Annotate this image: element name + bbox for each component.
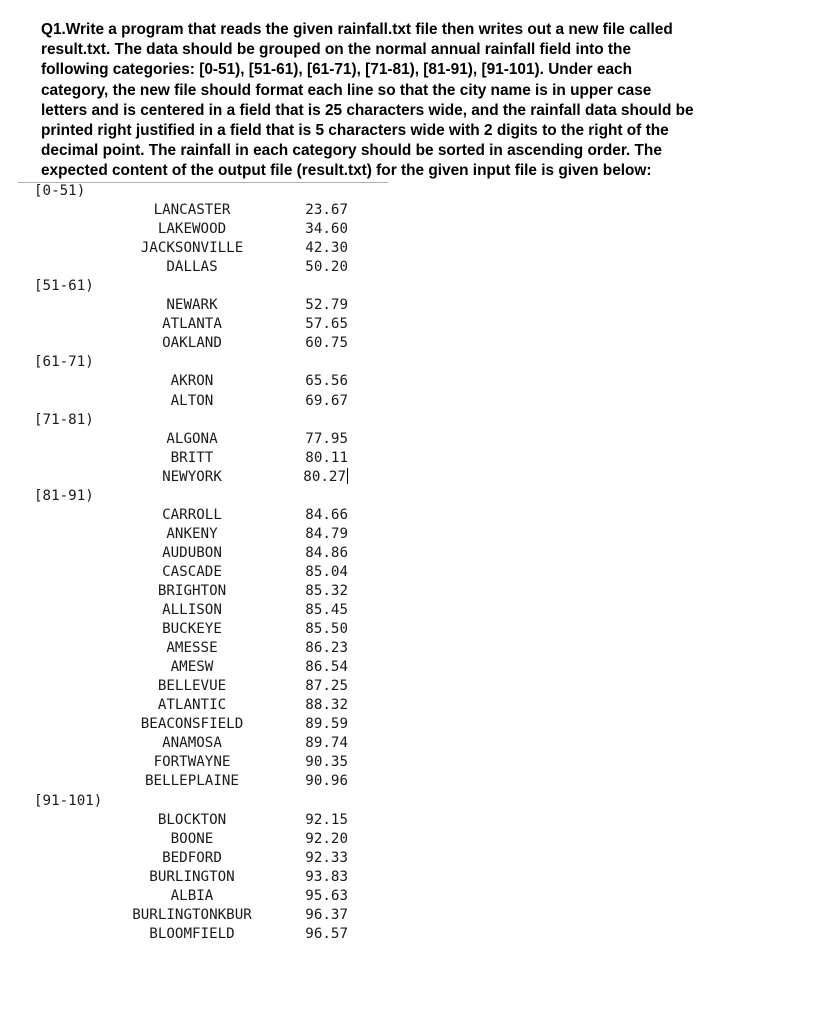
output-file-content[interactable] <box>34 182 348 944</box>
rainfall-value: 96.57 <box>305 925 348 942</box>
category-header: [0-51) <box>34 183 86 199</box>
city-name: BELLEPLAINE <box>145 773 239 790</box>
rainfall-value: 95.63 <box>305 887 348 904</box>
rainfall-row <box>34 696 348 715</box>
rainfall-row <box>34 658 348 677</box>
rainfall-value: 90.35 <box>305 754 348 771</box>
rainfall-value: 52.79 <box>305 297 348 314</box>
category-header: [81-91) <box>34 487 94 504</box>
rainfall-row <box>34 906 348 925</box>
rainfall-value: 65.56 <box>305 373 348 390</box>
rainfall-row <box>34 525 348 544</box>
rainfall-value: 87.25 <box>305 678 348 695</box>
city-name: BEDFORD <box>162 849 222 866</box>
rainfall-row <box>34 296 348 315</box>
rainfall-row <box>34 677 348 696</box>
city-name: CARROLL <box>162 506 222 523</box>
rainfall-value: 57.65 <box>305 316 348 333</box>
city-name: BRIGHTON <box>157 582 227 599</box>
city-name: BELLEVUE <box>157 678 227 695</box>
city-name: NEWARK <box>166 297 218 314</box>
city-name: BUCKEYE <box>162 621 222 638</box>
city-name: BLOCKTON <box>157 811 227 828</box>
question-line: following categories: [0-51), [51-61), [61-71), [71-81), [81-91), [91-101). Under each <box>41 61 633 79</box>
rainfall-value: 50.20 <box>305 259 348 276</box>
rainfall-value: 96.37 <box>305 906 348 923</box>
rainfall-value: 84.79 <box>305 525 348 542</box>
rainfall-value: 34.60 <box>305 221 348 238</box>
rainfall-value: 92.33 <box>305 849 348 866</box>
city-name: JACKSONVILLE <box>140 240 244 257</box>
city-name: ATLANTA <box>162 316 222 333</box>
question-line: decimal point. The rainfall in each category should be sorted in ascending order. The <box>41 142 662 160</box>
rainfall-value: 85.50 <box>305 621 348 638</box>
rainfall-row <box>34 201 348 220</box>
city-name: ALLISON <box>162 602 222 619</box>
rainfall-row <box>34 849 348 868</box>
rainfall-row <box>34 315 348 334</box>
rainfall-row <box>34 430 348 449</box>
rainfall-row <box>34 734 348 753</box>
rainfall-row <box>34 563 348 582</box>
rainfall-value: 85.32 <box>305 582 348 599</box>
rainfall-row <box>34 334 348 353</box>
rainfall-value: 86.23 <box>305 640 348 657</box>
city-name: FORTWAYNE <box>153 754 231 771</box>
rainfall-row <box>34 468 346 487</box>
city-name: BURLINGTONKBUR <box>132 906 252 923</box>
city-name: BLOOMFIELD <box>149 925 235 942</box>
rainfall-row <box>34 582 348 601</box>
city-name: BURLINGTON <box>149 868 235 885</box>
rainfall-value: 89.59 <box>305 716 348 733</box>
rainfall-value: 80.27 <box>303 468 346 485</box>
rainfall-value: 23.67 <box>305 202 348 219</box>
rainfall-value: 77.95 <box>305 430 348 447</box>
question-line: expected content of the output file (result.txt) for the given input file is given below: <box>41 162 652 180</box>
city-name: ATLANTIC <box>157 697 227 714</box>
city-name: AMESW <box>170 659 214 676</box>
city-name: BOONE <box>170 830 214 847</box>
rainfall-row <box>34 601 348 620</box>
question-line: result.txt. The data should be grouped on the normal annual rainfall field into the <box>41 41 632 59</box>
question-line: letters and is centered in a field that is 25 characters wide, and the rainfall data should be <box>41 101 694 119</box>
city-name: ANAMOSA <box>162 735 222 752</box>
rainfall-row <box>34 715 348 734</box>
rainfall-value: 84.86 <box>305 544 348 561</box>
question-line: category, the new file should format each line so that the city name is in upper case <box>41 81 652 99</box>
rainfall-row <box>34 544 348 563</box>
city-name: AUDUBON <box>162 544 222 561</box>
question-line: printed right justified in a field that is 5 characters wide with 2 digits to the right of the <box>41 122 669 140</box>
rainfall-value: 92.20 <box>305 830 348 847</box>
rainfall-row <box>34 639 348 658</box>
rainfall-row <box>34 220 348 239</box>
rainfall-value: 88.32 <box>305 697 348 714</box>
rainfall-row <box>34 753 348 772</box>
city-name: OAKLAND <box>162 335 222 352</box>
city-name: NEWYORK <box>162 468 222 485</box>
city-name: ANKENY <box>166 525 218 542</box>
rainfall-value: 84.66 <box>305 506 348 523</box>
city-name: BEACONSFIELD <box>140 716 244 733</box>
rainfall-value: 69.67 <box>305 392 348 409</box>
rainfall-value: 90.96 <box>305 773 348 790</box>
rainfall-row <box>34 830 348 849</box>
rainfall-row <box>34 925 348 944</box>
text-cursor <box>347 468 348 484</box>
city-name: DALLAS <box>166 259 218 276</box>
category-header: [51-61) <box>34 278 94 295</box>
city-name: BRITT <box>170 449 214 466</box>
question-line: Q1.Write a program that reads the given rainfall.txt file then writes out a new file called <box>41 21 673 38</box>
city-name: CASCADE <box>162 563 222 580</box>
city-name: LANCASTER <box>153 202 231 219</box>
rainfall-row <box>34 239 348 258</box>
rainfall-row <box>34 772 348 791</box>
rainfall-value: 85.45 <box>305 602 348 619</box>
category-header: [91-101) <box>34 792 103 809</box>
rainfall-row <box>34 258 348 277</box>
city-name: AMESSE <box>166 640 218 657</box>
rainfall-row <box>34 506 348 525</box>
rainfall-row <box>34 372 348 391</box>
rainfall-value: 85.04 <box>305 563 348 580</box>
rainfall-value: 86.54 <box>305 659 348 676</box>
rainfall-value: 42.30 <box>305 240 348 257</box>
rainfall-value: 80.11 <box>305 449 348 466</box>
rainfall-row <box>34 449 348 468</box>
city-name: AKRON <box>170 373 214 390</box>
rainfall-value: 60.75 <box>305 335 348 352</box>
rainfall-row <box>34 887 348 906</box>
rainfall-value: 93.83 <box>305 868 348 885</box>
rainfall-row <box>34 620 348 639</box>
city-name: ALBIA <box>170 887 214 904</box>
city-name: ALTON <box>170 392 214 409</box>
rainfall-row <box>34 868 348 887</box>
question-text <box>41 20 789 182</box>
rainfall-value: 89.74 <box>305 735 348 752</box>
rainfall-row <box>34 392 348 411</box>
city-name: ALGONA <box>166 430 218 447</box>
category-header: [61-71) <box>34 354 94 371</box>
city-name: LAKEWOOD <box>157 221 227 238</box>
rainfall-row <box>34 811 348 830</box>
category-header: [71-81) <box>34 411 94 428</box>
rainfall-value: 92.15 <box>305 811 348 828</box>
